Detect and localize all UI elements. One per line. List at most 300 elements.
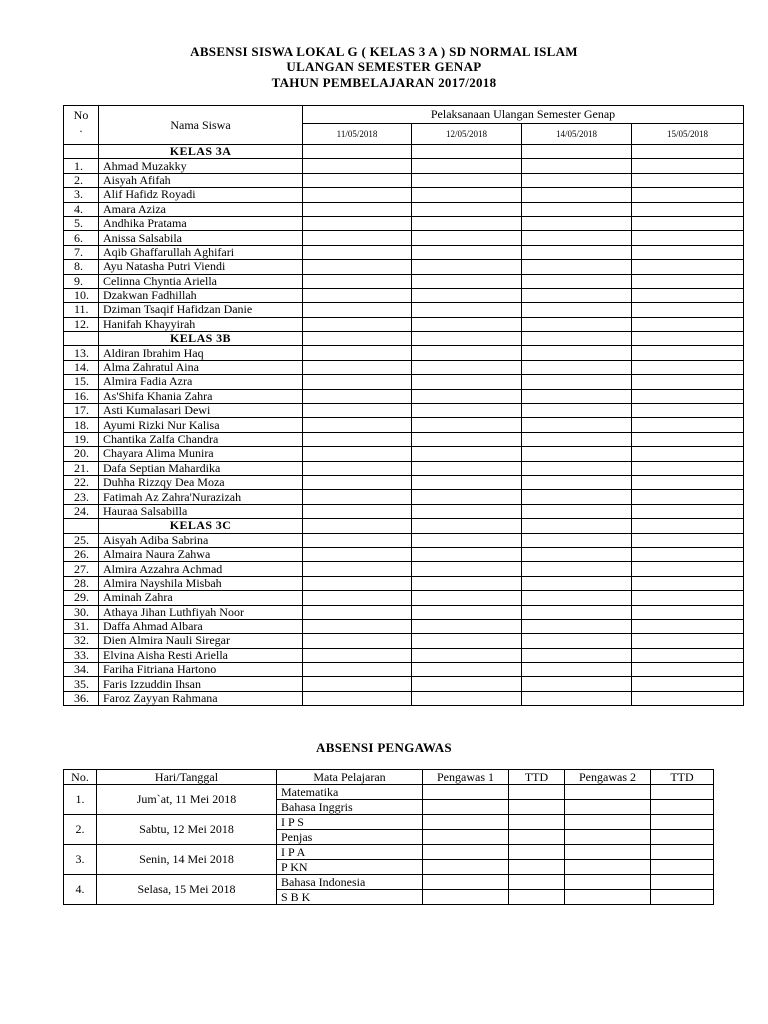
- attendance-cell[interactable]: [412, 418, 522, 432]
- attendance-cell[interactable]: [522, 159, 632, 173]
- student-number: 18.: [64, 418, 99, 432]
- attendance-cell[interactable]: [303, 260, 412, 274]
- class-header-row: [64, 145, 744, 159]
- sup-row-number: 1.: [64, 785, 97, 815]
- ttd-1-cell[interactable]: [509, 815, 565, 830]
- student-number: 36.: [64, 691, 99, 705]
- attendance-cell[interactable]: [412, 303, 522, 317]
- attendance-cell[interactable]: [412, 605, 522, 619]
- attendance-cell[interactable]: [303, 605, 412, 619]
- attendance-cell[interactable]: [412, 547, 522, 561]
- attendance-cell[interactable]: [303, 375, 412, 389]
- student-name: Elvina Aisha Resti Ariella: [99, 648, 303, 662]
- attendance-cell[interactable]: [303, 519, 412, 533]
- attendance-cell[interactable]: [632, 619, 744, 633]
- attendance-cell[interactable]: [412, 245, 522, 259]
- student-name: Amara Aziza: [99, 202, 303, 216]
- sup-row-day: Senin, 14 Mei 2018: [97, 845, 277, 875]
- attendance-cell[interactable]: [412, 288, 522, 302]
- ttd-2-cell[interactable]: [651, 845, 714, 860]
- attendance-cell[interactable]: [522, 634, 632, 648]
- student-row: [64, 461, 744, 475]
- attendance-cell[interactable]: [522, 231, 632, 245]
- attendance-cell[interactable]: [303, 216, 412, 230]
- attendance-cell[interactable]: [303, 432, 412, 446]
- attendance-cell[interactable]: [522, 461, 632, 475]
- student-row: [64, 317, 744, 331]
- attendance-cell[interactable]: [412, 461, 522, 475]
- student-name: Almira Nayshila Misbah: [99, 576, 303, 590]
- student-number: 13.: [64, 346, 99, 360]
- attendance-cell[interactable]: [303, 245, 412, 259]
- attendance-cell[interactable]: [632, 432, 744, 446]
- attendance-cell[interactable]: [303, 173, 412, 187]
- attendance-cell[interactable]: [522, 432, 632, 446]
- attendance-cell[interactable]: [632, 231, 744, 245]
- student-row: [64, 677, 744, 691]
- attendance-cell[interactable]: [412, 490, 522, 504]
- attendance-cell[interactable]: [303, 447, 412, 461]
- date-header: 11/05/2018: [303, 124, 412, 145]
- pengawas-2-cell[interactable]: [565, 875, 651, 890]
- student-number: 32.: [64, 634, 99, 648]
- pengawas-1-cell[interactable]: [423, 875, 509, 890]
- class-no-empty: [64, 145, 99, 159]
- sup-row-number: 3.: [64, 845, 97, 875]
- sup-row-subject: Penjas: [277, 830, 423, 845]
- class-header-row: [64, 519, 744, 533]
- student-name: Aisyah Adiba Sabrina: [99, 533, 303, 547]
- attendance-cell[interactable]: [412, 533, 522, 547]
- attendance-cell[interactable]: [303, 663, 412, 677]
- attendance-cell[interactable]: [412, 346, 522, 360]
- student-row: [64, 274, 744, 288]
- attendance-cell[interactable]: [412, 159, 522, 173]
- attendance-cell[interactable]: [632, 159, 744, 173]
- student-name: Asti Kumalasari Dewi: [99, 404, 303, 418]
- student-row: [64, 346, 744, 360]
- student-row: [64, 260, 744, 274]
- student-number: 31.: [64, 619, 99, 633]
- attendance-cell[interactable]: [522, 677, 632, 691]
- pengawas-2-cell[interactable]: [565, 800, 651, 815]
- student-number: 25.: [64, 533, 99, 547]
- attendance-cell[interactable]: [632, 375, 744, 389]
- attendance-cell[interactable]: [522, 547, 632, 561]
- attendance-cell[interactable]: [412, 389, 522, 403]
- attendance-cell[interactable]: [522, 562, 632, 576]
- student-number: 22.: [64, 475, 99, 489]
- pengawas-2-cell[interactable]: [565, 845, 651, 860]
- sup-row-subject: P KN: [277, 860, 423, 875]
- attendance-cell[interactable]: [412, 145, 522, 159]
- attendance-cell[interactable]: [303, 317, 412, 331]
- attendance-cell[interactable]: [303, 231, 412, 245]
- student-name: Aqib Ghaffarullah Aghifari: [99, 245, 303, 259]
- student-number: 19.: [64, 432, 99, 446]
- attendance-cell[interactable]: [412, 447, 522, 461]
- attendance-cell[interactable]: [303, 389, 412, 403]
- student-row: [64, 663, 744, 677]
- student-row: [64, 404, 744, 418]
- attendance-cell[interactable]: [632, 562, 744, 576]
- student-name: Almira Fadia Azra: [99, 375, 303, 389]
- student-number: 20.: [64, 447, 99, 461]
- attendance-cell[interactable]: [632, 648, 744, 662]
- student-number: 23.: [64, 490, 99, 504]
- attendance-cell[interactable]: [412, 317, 522, 331]
- attendance-cell[interactable]: [303, 576, 412, 590]
- student-row: [64, 360, 744, 374]
- pengawas-1-cell[interactable]: [423, 830, 509, 845]
- attendance-cell[interactable]: [522, 375, 632, 389]
- attendance-cell[interactable]: [303, 547, 412, 561]
- attendance-cell[interactable]: [632, 303, 744, 317]
- attendance-cell[interactable]: [303, 591, 412, 605]
- attendance-cell[interactable]: [632, 188, 744, 202]
- attendance-cell[interactable]: [632, 634, 744, 648]
- attendance-cell[interactable]: [632, 288, 744, 302]
- attendance-cell[interactable]: [412, 576, 522, 590]
- student-name: As'Shifa Khania Zahra: [99, 389, 303, 403]
- attendance-cell[interactable]: [632, 418, 744, 432]
- pengawas-2-cell[interactable]: [565, 815, 651, 830]
- student-number: 7.: [64, 245, 99, 259]
- student-row: [64, 648, 744, 662]
- ttd-1-cell[interactable]: [509, 860, 565, 875]
- student-row: [64, 245, 744, 259]
- student-row: [64, 418, 744, 432]
- pengawas-1-cell[interactable]: [423, 785, 509, 800]
- student-name: Aminah Zahra: [99, 591, 303, 605]
- attendance-cell[interactable]: [632, 332, 744, 346]
- attendance-cell[interactable]: [412, 519, 522, 533]
- student-number: 33.: [64, 648, 99, 662]
- col-name-header: Nama Siswa: [99, 106, 303, 145]
- attendance-cell[interactable]: [522, 663, 632, 677]
- student-name: Almira Azzahra Achmad: [99, 562, 303, 576]
- student-row: [64, 475, 744, 489]
- attendance-cell[interactable]: [303, 619, 412, 633]
- student-name: Andhika Pratama: [99, 216, 303, 230]
- student-row: [64, 533, 744, 547]
- attendance-cell[interactable]: [303, 461, 412, 475]
- attendance-cell[interactable]: [632, 447, 744, 461]
- pengawas-2-cell[interactable]: [565, 890, 651, 905]
- attendance-cell[interactable]: [632, 346, 744, 360]
- col-no-label: No: [73, 108, 89, 122]
- attendance-cell[interactable]: [303, 504, 412, 518]
- attendance-cell[interactable]: [303, 346, 412, 360]
- attendance-cell[interactable]: [522, 360, 632, 374]
- attendance-cell[interactable]: [303, 691, 412, 705]
- attendance-cell[interactable]: [412, 504, 522, 518]
- attendance-cell[interactable]: [632, 317, 744, 331]
- student-number: 27.: [64, 562, 99, 576]
- attendance-cell[interactable]: [522, 216, 632, 230]
- attendance-cell[interactable]: [412, 375, 522, 389]
- ttd-1-cell[interactable]: [509, 800, 565, 815]
- student-number: 1.: [64, 159, 99, 173]
- student-number: 5.: [64, 216, 99, 230]
- attendance-cell[interactable]: [303, 475, 412, 489]
- attendance-cell[interactable]: [632, 475, 744, 489]
- attendance-cell[interactable]: [303, 360, 412, 374]
- attendance-cell[interactable]: [632, 490, 744, 504]
- attendance-cell[interactable]: [522, 245, 632, 259]
- ttd-2-cell[interactable]: [651, 830, 714, 845]
- pengawas-1-cell[interactable]: [423, 890, 509, 905]
- student-number: 6.: [64, 231, 99, 245]
- sup-row-day: Selasa, 15 Mei 2018: [97, 875, 277, 905]
- student-name: Faris Izzuddin Ihsan: [99, 677, 303, 691]
- student-row: [64, 619, 744, 633]
- student-number: 17.: [64, 404, 99, 418]
- student-number: 28.: [64, 576, 99, 590]
- attendance-cell[interactable]: [412, 332, 522, 346]
- document-title: ABSENSI SISWA LOKAL G ( KELAS 3 A ) SD NORMAL ISLAM: [190, 44, 578, 59]
- attendance-cell[interactable]: [412, 360, 522, 374]
- attendance-cell[interactable]: [412, 404, 522, 418]
- student-name: Ahmad Muzakky: [99, 159, 303, 173]
- attendance-cell[interactable]: [303, 188, 412, 202]
- attendance-cell[interactable]: [632, 274, 744, 288]
- student-name: Dafa Septian Mahardika: [99, 461, 303, 475]
- attendance-cell[interactable]: [632, 605, 744, 619]
- attendance-cell[interactable]: [412, 619, 522, 633]
- student-name: Dzakwan Fadhillah: [99, 288, 303, 302]
- attendance-cell[interactable]: [522, 202, 632, 216]
- attendance-cell[interactable]: [522, 576, 632, 590]
- attendance-cell[interactable]: [632, 145, 744, 159]
- attendance-cell[interactable]: [412, 188, 522, 202]
- col-no-dot: .: [79, 121, 83, 135]
- attendance-cell[interactable]: [522, 288, 632, 302]
- supervisor-attendance-table: [63, 769, 714, 905]
- attendance-cell[interactable]: [632, 533, 744, 547]
- attendance-cell[interactable]: [303, 677, 412, 691]
- attendance-cell[interactable]: [303, 332, 412, 346]
- attendance-cell[interactable]: [412, 562, 522, 576]
- attendance-cell[interactable]: [412, 475, 522, 489]
- attendance-cell[interactable]: [632, 691, 744, 705]
- attendance-cell[interactable]: [412, 663, 522, 677]
- attendance-cell[interactable]: [522, 519, 632, 533]
- student-number: 2.: [64, 173, 99, 187]
- student-row: [64, 216, 744, 230]
- pengawas-1-cell[interactable]: [423, 845, 509, 860]
- student-row: [64, 159, 744, 173]
- attendance-cell[interactable]: [522, 274, 632, 288]
- attendance-cell[interactable]: [303, 562, 412, 576]
- student-number: 4.: [64, 202, 99, 216]
- attendance-cell[interactable]: [522, 648, 632, 662]
- student-number: 21.: [64, 461, 99, 475]
- ttd-2-cell[interactable]: [651, 860, 714, 875]
- attendance-cell[interactable]: [412, 202, 522, 216]
- ttd-2-cell[interactable]: [651, 875, 714, 890]
- document-subtitle: ULANGAN SEMESTER GENAP: [286, 59, 482, 74]
- attendance-cell[interactable]: [303, 404, 412, 418]
- class-header-row: [64, 332, 744, 346]
- student-row: [64, 303, 744, 317]
- attendance-cell[interactable]: [632, 576, 744, 590]
- ttd-1-cell[interactable]: [509, 845, 565, 860]
- student-row: [64, 634, 744, 648]
- student-row: [64, 188, 744, 202]
- attendance-cell[interactable]: [522, 260, 632, 274]
- attendance-cell[interactable]: [522, 418, 632, 432]
- attendance-cell[interactable]: [522, 504, 632, 518]
- attendance-cell[interactable]: [412, 260, 522, 274]
- sup-row-number: 4.: [64, 875, 97, 905]
- student-number: 26.: [64, 547, 99, 561]
- student-attendance-table: [63, 105, 744, 706]
- attendance-cell[interactable]: [632, 677, 744, 691]
- attendance-cell[interactable]: [522, 389, 632, 403]
- pengawas-1-cell[interactable]: [423, 815, 509, 830]
- attendance-cell[interactable]: [303, 202, 412, 216]
- sup-col-pengawas-1: Pengawas 1: [423, 770, 509, 785]
- student-number: 16.: [64, 389, 99, 403]
- attendance-cell[interactable]: [303, 648, 412, 662]
- student-name: Almaira Naura Zahwa: [99, 547, 303, 561]
- attendance-cell[interactable]: [412, 634, 522, 648]
- attendance-cell[interactable]: [522, 173, 632, 187]
- attendance-cell[interactable]: [632, 404, 744, 418]
- attendance-cell[interactable]: [522, 447, 632, 461]
- student-number: 35.: [64, 677, 99, 691]
- date-header: 14/05/2018: [522, 124, 632, 145]
- attendance-cell[interactable]: [522, 188, 632, 202]
- student-number: 12.: [64, 317, 99, 331]
- attendance-cell[interactable]: [412, 216, 522, 230]
- student-row: [64, 490, 744, 504]
- attendance-cell[interactable]: [412, 274, 522, 288]
- sup-row-subject: I P S: [277, 815, 423, 830]
- attendance-cell[interactable]: [303, 490, 412, 504]
- attendance-cell[interactable]: [303, 145, 412, 159]
- supervisor-row: [64, 875, 714, 890]
- student-name: Hauraa Salsabilla: [99, 504, 303, 518]
- attendance-cell[interactable]: [632, 245, 744, 259]
- attendance-cell[interactable]: [303, 288, 412, 302]
- attendance-cell[interactable]: [412, 691, 522, 705]
- student-name: Ayu Natasha Putri Viendi: [99, 260, 303, 274]
- attendance-cell[interactable]: [412, 432, 522, 446]
- student-name: Ayumi Rizki Nur Kalisa: [99, 418, 303, 432]
- attendance-cell[interactable]: [303, 274, 412, 288]
- student-name: Aisyah Afifah: [99, 173, 303, 187]
- pengawas-2-cell[interactable]: [565, 860, 651, 875]
- attendance-cell[interactable]: [522, 533, 632, 547]
- attendance-cell[interactable]: [522, 346, 632, 360]
- student-number: 14.: [64, 360, 99, 374]
- attendance-cell[interactable]: [632, 260, 744, 274]
- attendance-cell[interactable]: [632, 202, 744, 216]
- attendance-cell[interactable]: [632, 519, 744, 533]
- attendance-cell[interactable]: [522, 332, 632, 346]
- pengawas-2-cell[interactable]: [565, 830, 651, 845]
- attendance-cell[interactable]: [303, 533, 412, 547]
- student-number: 15.: [64, 375, 99, 389]
- ttd-2-cell[interactable]: [651, 785, 714, 800]
- class-label: KELAS 3B: [99, 332, 303, 346]
- attendance-cell[interactable]: [632, 504, 744, 518]
- attendance-cell[interactable]: [412, 648, 522, 662]
- sup-row-subject: Matematika: [277, 785, 423, 800]
- attendance-cell[interactable]: [522, 145, 632, 159]
- supervisor-row: [64, 785, 714, 800]
- attendance-cell[interactable]: [632, 360, 744, 374]
- ttd-1-cell[interactable]: [509, 785, 565, 800]
- attendance-cell[interactable]: [632, 389, 744, 403]
- student-number: 29.: [64, 591, 99, 605]
- attendance-cell[interactable]: [522, 619, 632, 633]
- class-label: KELAS 3C: [99, 519, 303, 533]
- student-name: Daffa Ahmad Albara: [99, 619, 303, 633]
- attendance-cell[interactable]: [632, 461, 744, 475]
- student-name: Dziman Tsaqif Hafidzan Danie: [99, 303, 303, 317]
- academic-year: TAHUN PEMBELAJARAN 2017/2018: [271, 75, 497, 90]
- attendance-cell[interactable]: [412, 173, 522, 187]
- attendance-cell[interactable]: [522, 404, 632, 418]
- attendance-cell[interactable]: [632, 663, 744, 677]
- student-row: [64, 605, 744, 619]
- attendance-cell[interactable]: [522, 591, 632, 605]
- student-name: Hanifah Khayyirah: [99, 317, 303, 331]
- ttd-2-cell[interactable]: [651, 815, 714, 830]
- ttd-2-cell[interactable]: [651, 890, 714, 905]
- attendance-cell[interactable]: [303, 303, 412, 317]
- student-row: [64, 504, 744, 518]
- ttd-1-cell[interactable]: [509, 875, 565, 890]
- attendance-cell[interactable]: [522, 303, 632, 317]
- attendance-cell[interactable]: [522, 317, 632, 331]
- attendance-cell[interactable]: [522, 605, 632, 619]
- student-row: [64, 547, 744, 561]
- attendance-cell[interactable]: [303, 418, 412, 432]
- student-name: Aldiran Ibrahim Haq: [99, 346, 303, 360]
- attendance-cell[interactable]: [522, 490, 632, 504]
- sup-col-ttd-2: TTD: [651, 770, 714, 785]
- attendance-cell[interactable]: [412, 591, 522, 605]
- ttd-1-cell[interactable]: [509, 890, 565, 905]
- attendance-cell[interactable]: [632, 547, 744, 561]
- attendance-cell[interactable]: [522, 475, 632, 489]
- student-row: [64, 562, 744, 576]
- class-no-empty: [64, 332, 99, 346]
- pengawas-2-cell[interactable]: [565, 785, 651, 800]
- student-name: Anissa Salsabila: [99, 231, 303, 245]
- attendance-cell[interactable]: [632, 173, 744, 187]
- sup-row-day: Jum`at, 11 Mei 2018: [97, 785, 277, 815]
- ttd-2-cell[interactable]: [651, 800, 714, 815]
- attendance-cell[interactable]: [632, 591, 744, 605]
- attendance-cell[interactable]: [303, 159, 412, 173]
- pengawas-1-cell[interactable]: [423, 860, 509, 875]
- date-header: 12/05/2018: [412, 124, 522, 145]
- ttd-1-cell[interactable]: [509, 830, 565, 845]
- student-name: Dien Almira Nauli Siregar: [99, 634, 303, 648]
- attendance-cell[interactable]: [632, 216, 744, 230]
- attendance-cell[interactable]: [412, 231, 522, 245]
- attendance-cell[interactable]: [303, 634, 412, 648]
- attendance-cell[interactable]: [522, 691, 632, 705]
- attendance-cell[interactable]: [412, 677, 522, 691]
- student-row: [64, 576, 744, 590]
- pengawas-1-cell[interactable]: [423, 800, 509, 815]
